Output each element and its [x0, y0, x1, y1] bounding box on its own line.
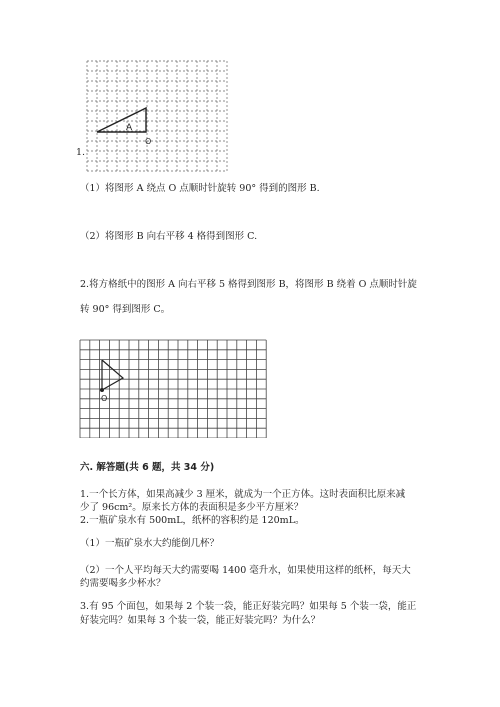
question-2-line-2: 转 90° 得到图形 C。: [80, 304, 171, 315]
question-1-sub-2: （2）将图形 B 向右平移 4 格得到图形 C.: [80, 231, 258, 242]
question-1-sub-1: （1）将图形 A 绕点 O 点顺时针旋转 90° 得到的图形 B.: [80, 183, 320, 194]
problem-2-sub-1: （1）一瓶矿泉水大约能倒几杯？: [80, 538, 220, 549]
figure-a-shape: [102, 360, 123, 390]
problem-1-line-1: 1.一个长方体，如果高减少 3 厘米，就成为一个正方体。这时表面积比原来减: [80, 489, 406, 500]
figure-a-triangle: [97, 108, 146, 132]
problem-3-line-1: 3.有 95 个面包，如果每 2 个装一袋，能正好装完吗？如果每 5 个装一袋，能正: [80, 601, 417, 612]
point-o-label: O: [101, 394, 108, 403]
point-o-label: O: [145, 137, 152, 146]
section-6-heading: 六. 解答题(共 6 题，共 34 分): [80, 462, 215, 473]
problem-1-line-2: 少了 96cm²。原来长方体的表面积是多少平方厘米？: [80, 502, 304, 513]
problem-3-line-2: 好装完吗？如果每 3 个装一袋，能正好装完吗？为什么？: [80, 615, 321, 626]
problem-2-sub-2-line-2: 约需要喝多少杯水？: [80, 578, 166, 589]
point-o-dot: [100, 388, 104, 392]
problem-2-text: 2.一瓶矿泉水有 500mL，纸杯的容积约是 120mL。: [80, 515, 305, 526]
question-1-number: 1.: [76, 147, 86, 158]
figure-a-label: A: [126, 123, 133, 133]
problem-2-sub-2-line-1: （2）一个人平均每天大约需要喝 1400 毫升水，如果使用这样的纸杯，每天大: [80, 565, 411, 576]
question-2-grid: [78, 338, 278, 438]
question-2-line-1: 2.将方格纸中的图形 A 向右平移 5 格得到图形 B，将图形 B 绕着 O 点顺时针旋: [80, 279, 417, 290]
question-1-dashed-grid: [80, 58, 240, 178]
